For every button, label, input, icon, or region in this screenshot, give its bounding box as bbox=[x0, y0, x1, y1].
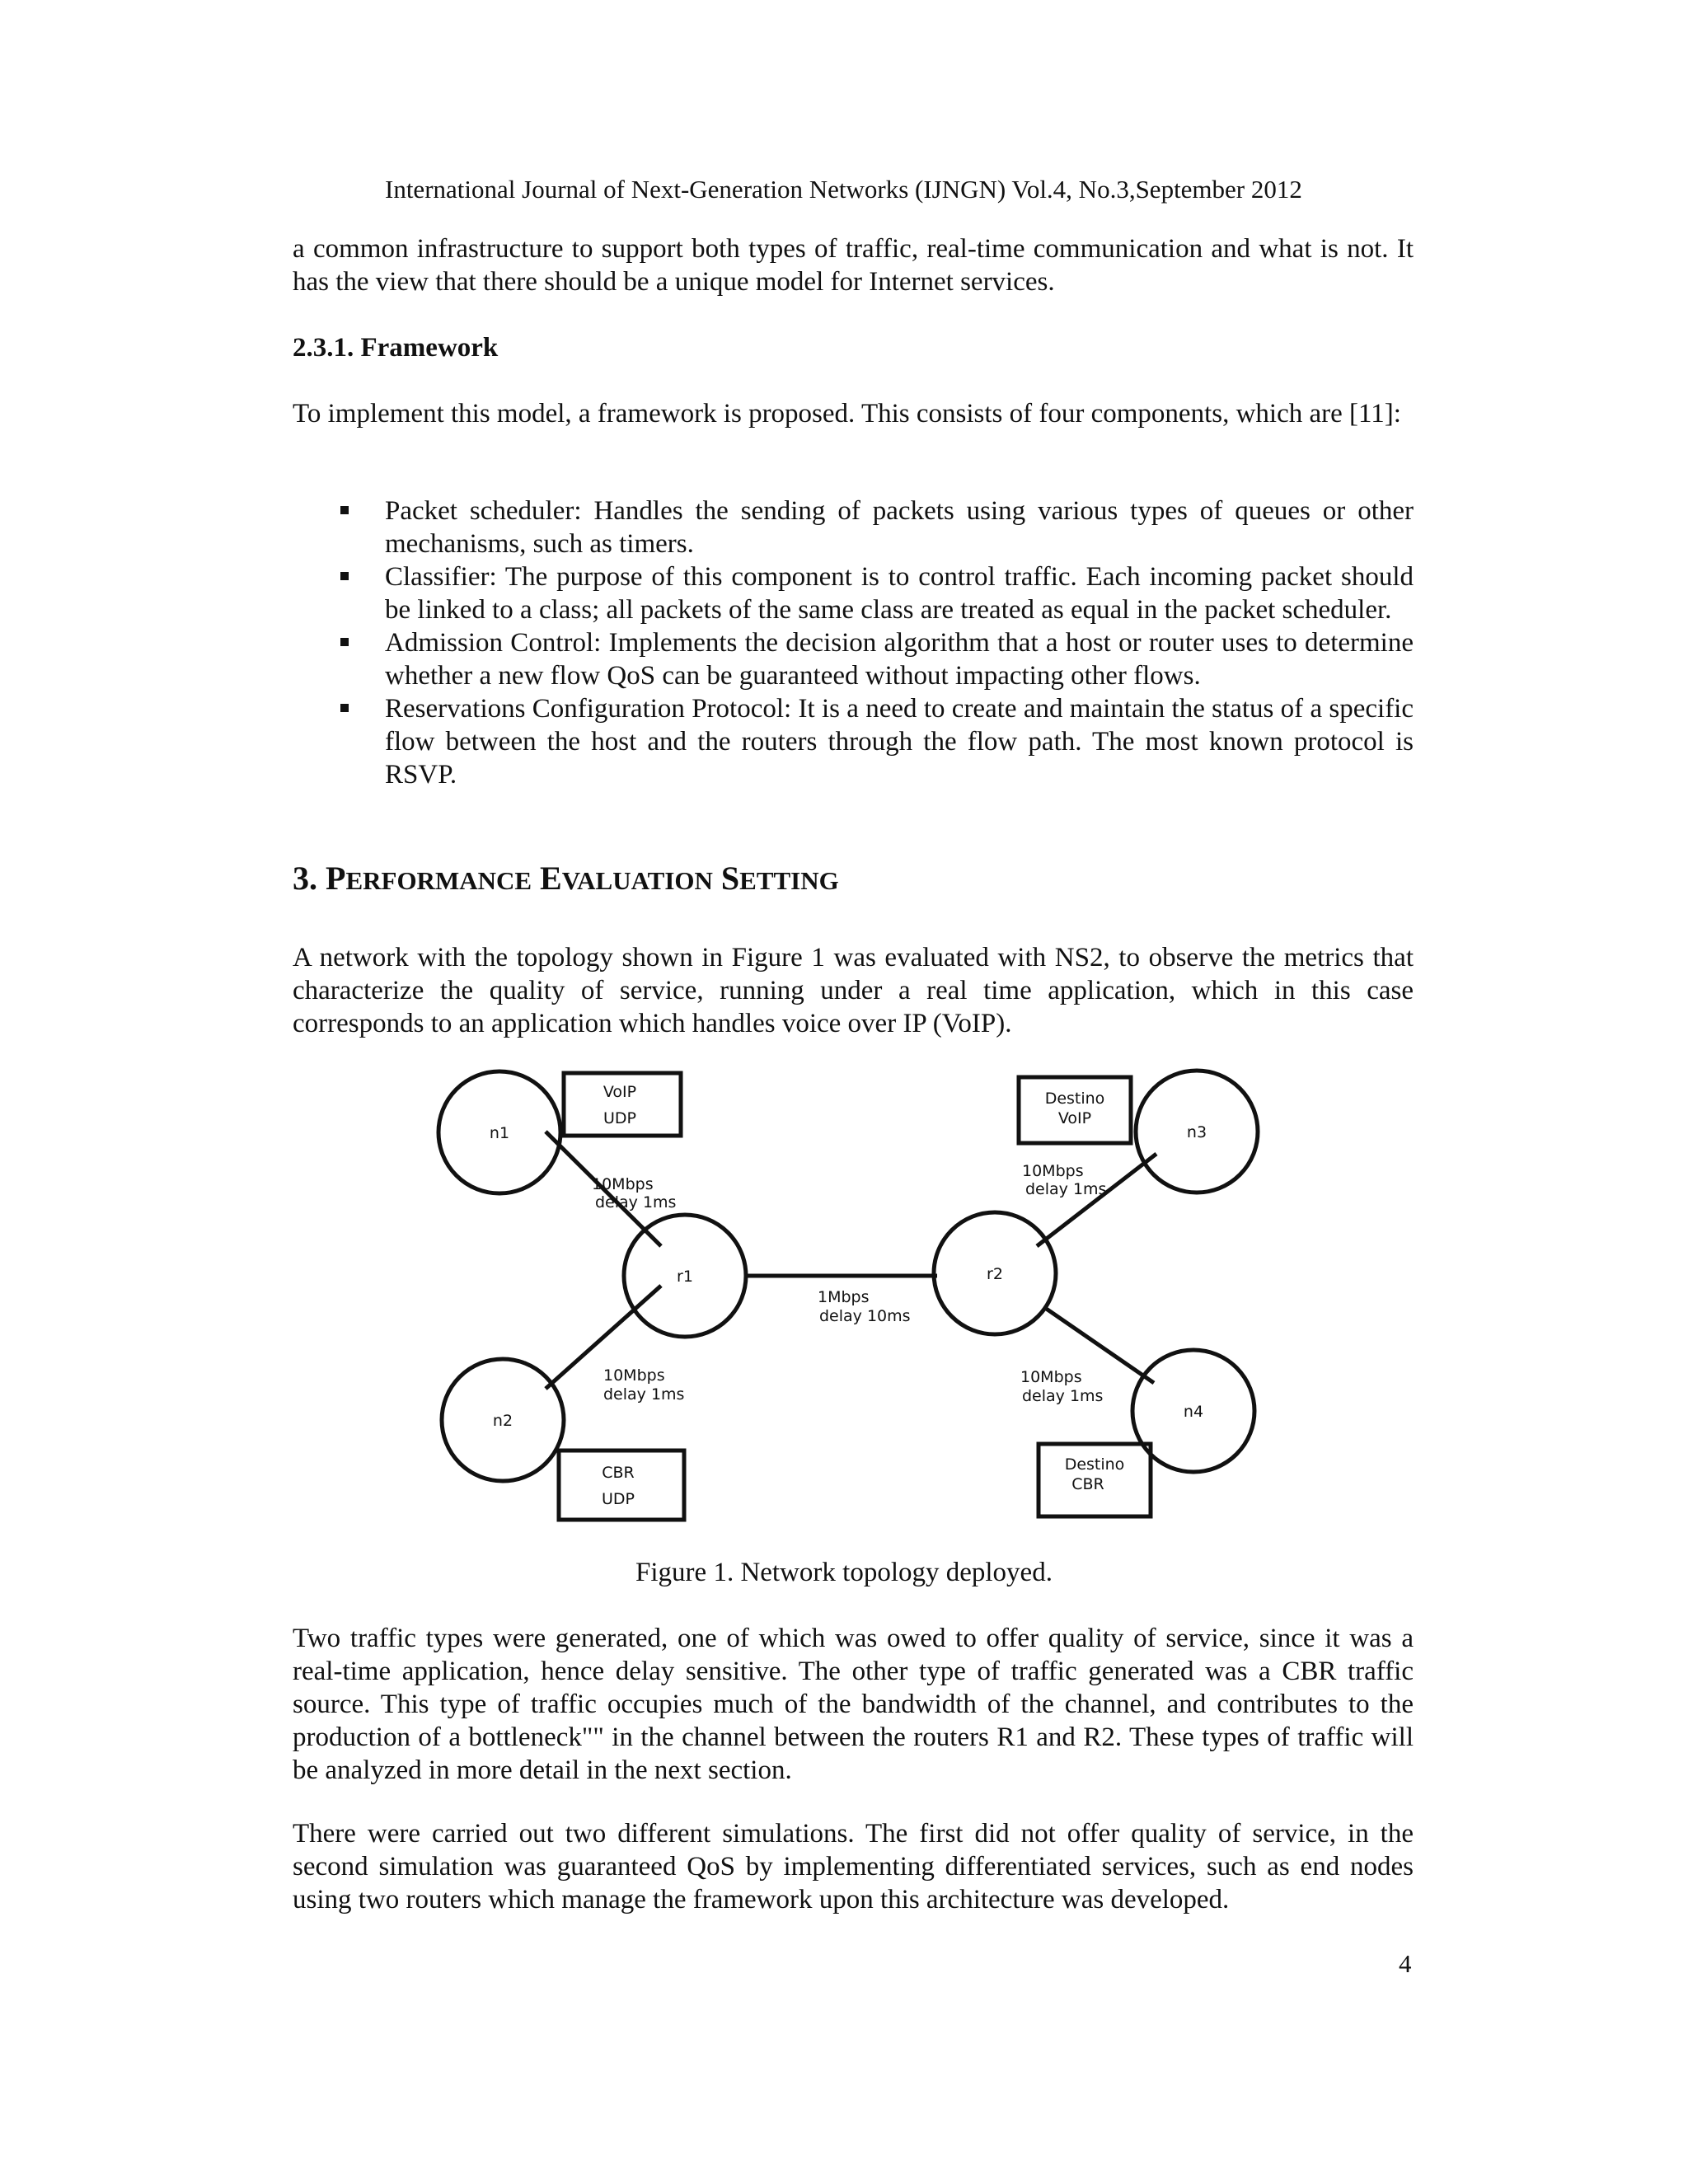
traffic-paragraph: Two traffic types were generated, one of which was owed to offer quality of service, since it was a real-time application, hence delay sensitive. The other type of traffic generated was a CBR traffic source. This type of traffic occupies much of the bandwidth of the channel, and contributes to the production of a bottleneck"" in the channel between the routers R1 and R2. These types of traffic will be analyzed in more detail in the next section. bbox=[293, 1624, 1414, 1785]
list-item-text: Admission Control: Implements the decision algorithm that a host or router uses to determine whether a new flow QoS can be guaranteed without impacting other flows. bbox=[385, 628, 1414, 691]
framework-paragraph: To implement this model, a framework is proposed. This consists of four components, which are [11]: bbox=[293, 399, 1401, 429]
topology-diagram bbox=[429, 1059, 1286, 1537]
node-n1-label: n1 bbox=[489, 1124, 510, 1142]
link-n1-r1-delay: delay 1ms bbox=[595, 1193, 677, 1212]
voip-box-line1: VoIP bbox=[603, 1083, 637, 1101]
list-item bbox=[293, 692, 1414, 791]
destino-cbr-line2: CBR bbox=[1071, 1475, 1104, 1493]
bullet-icon bbox=[340, 572, 349, 580]
link-n2-r1-bandwidth: 10Mbps bbox=[603, 1366, 665, 1385]
page-number: 4 bbox=[1399, 1949, 1412, 1978]
network-topology-figure bbox=[429, 1059, 1286, 1537]
router-r1-label: r1 bbox=[677, 1268, 693, 1286]
link-r2-n4-bandwidth: 10Mbps bbox=[1020, 1368, 1082, 1386]
list-item-text: Reservations Configuration Protocol: It is a need to create and maintain the status of a specific flow between the host and the routers through the flow path. The most known protocol is RSVP. bbox=[385, 694, 1414, 790]
node-n3-label: n3 bbox=[1186, 1123, 1207, 1141]
link-n2-r1-delay: delay 1ms bbox=[603, 1385, 685, 1404]
link-n1-r1-bandwidth: 10Mbps bbox=[592, 1175, 654, 1193]
node-n4-label: n4 bbox=[1183, 1403, 1204, 1421]
bullet-icon bbox=[340, 704, 349, 712]
cbr-box-line1: CBR bbox=[602, 1464, 635, 1482]
destino-voip-line2: VoIP bbox=[1057, 1109, 1092, 1127]
components-list bbox=[293, 494, 1414, 791]
bullet-icon bbox=[340, 506, 349, 514]
destino-cbr-line1: Destino bbox=[1064, 1455, 1125, 1474]
list-item-text: Classifier: The purpose of this component is to control traffic. Each incoming packet should be linked to a class; all packets of the same class are treated as equal in the packet scheduler. bbox=[385, 562, 1414, 625]
list-item bbox=[293, 494, 1414, 560]
voip-box-line2: UDP bbox=[603, 1109, 636, 1127]
node-n2-label: n2 bbox=[492, 1412, 513, 1430]
intro-paragraph: a common infrastructure to support both types of traffic, real-time communication and what is not. It has the view that there should be a unique model for Internet services. bbox=[293, 234, 1414, 297]
cbr-box-line2: UDP bbox=[602, 1490, 635, 1508]
figure-caption: Figure 1. Network topology deployed. bbox=[635, 1558, 1053, 1587]
router-r2-label: r2 bbox=[987, 1265, 1003, 1283]
link-r1-r2-delay: delay 10ms bbox=[819, 1307, 911, 1325]
link-r2-n3-delay: delay 1ms bbox=[1025, 1180, 1107, 1198]
bullet-icon bbox=[340, 638, 349, 646]
link-r2-n3-bandwidth: 10Mbps bbox=[1022, 1162, 1084, 1180]
section-title: 3. PERFORMANCE EVALUATION SETTING bbox=[293, 860, 839, 897]
link-r1-r2-bandwidth: 1Mbps bbox=[818, 1288, 870, 1306]
destino-voip-line1: Destino bbox=[1044, 1090, 1105, 1108]
simulations-paragraph: There were carried out two different simulations. The first did not offer quality of service, in the second simulation was guaranteed QoS by implementing differentiated services, such as end nodes using two routers which manage the framework upon this architecture was developed. bbox=[293, 1819, 1414, 1915]
running-header: International Journal of Next-Generation Networks (IJNGN) Vol.4, No.3,September 2012 bbox=[385, 175, 1302, 204]
list-item bbox=[293, 560, 1414, 626]
list-item bbox=[293, 626, 1414, 692]
list-item-text: Packet scheduler: Handles the sending of packets using various types of queues or other mechanisms, such as timers. bbox=[385, 496, 1414, 559]
cbr-udp-box bbox=[559, 1451, 684, 1520]
section-paragraph: A network with the topology shown in Figure 1 was evaluated with NS2, to observe the metrics that characterize the quality of service, running under a real time application, which in this case corresponds to an application which handles voice over IP (VoIP). bbox=[293, 943, 1414, 1038]
subsection-title: 2.3.1. Framework bbox=[293, 333, 499, 363]
link-r2-n4-delay: delay 1ms bbox=[1022, 1387, 1104, 1405]
